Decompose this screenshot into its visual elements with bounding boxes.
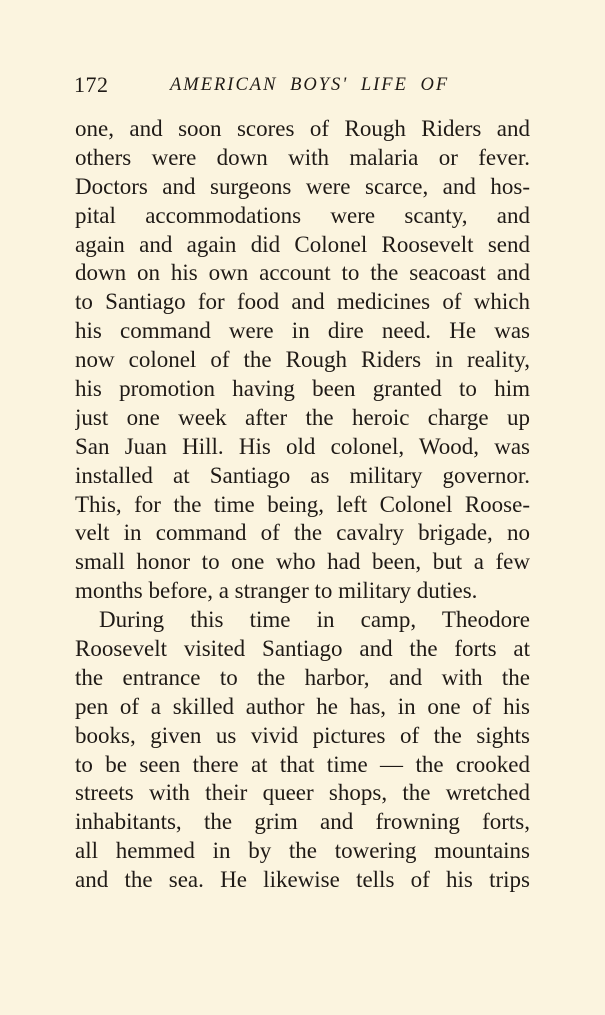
- text-line: the entrance to the harbor, and with the: [75, 664, 530, 690]
- text-line: months before, a stranger to military duties.: [75, 578, 478, 604]
- text-line: velt in command of the cavalry brigade, no: [75, 520, 530, 546]
- text-line: now colonel of the Rough Riders in reality,: [75, 347, 530, 373]
- text-line: down on his own account to the seacoast and: [75, 260, 530, 286]
- text-line: to Santiago for food and medicines of which: [75, 289, 530, 315]
- text-line: streets with their queer shops, the wretched: [75, 780, 530, 806]
- text-line: small honor to one who had been, but a few: [75, 549, 530, 575]
- text-line: his command were in dire need. He was: [75, 318, 530, 344]
- text-line: Doctors and surgeons were scarce, and hos-: [75, 173, 530, 199]
- text-line: to be seen there at that time — the crooked: [75, 751, 530, 777]
- text-line: all hemmed in by the towering mountains: [75, 838, 530, 864]
- text-line: installed at Santiago as military governor.: [75, 462, 530, 488]
- text-line: San Juan Hill. His old colonel, Wood, was: [75, 433, 530, 459]
- body-text: [75, 115, 530, 895]
- text-line: again and again did Colonel Roosevelt send: [75, 231, 530, 257]
- running-head: [74, 70, 534, 100]
- text-line: just one week after the heroic charge up: [75, 404, 530, 430]
- text-line: pen of a skilled author he has, in one of his: [75, 693, 530, 719]
- text-line: inhabitants, the grim and frowning forts,: [75, 809, 530, 835]
- text-line: Roosevelt visited Santiago and the forts at: [75, 636, 530, 662]
- running-title: AMERICAN BOYS' LIFE OF: [170, 75, 450, 95]
- text-line: others were down with malaria or fever.: [75, 144, 530, 170]
- text-line: During this time in camp, Theodore: [99, 607, 530, 633]
- page-number: 172: [74, 72, 109, 97]
- text-line: pital accommodations were scanty, and: [75, 202, 530, 228]
- text-line: books, given us vivid pictures of the sights: [75, 722, 530, 748]
- text-line: and the sea. He likewise tells of his trips: [75, 867, 530, 893]
- text-line: This, for the time being, left Colonel Roose-: [75, 491, 530, 517]
- text-line: one, and soon scores of Rough Riders and: [75, 116, 530, 141]
- text-line: his promotion having been granted to him: [75, 376, 530, 402]
